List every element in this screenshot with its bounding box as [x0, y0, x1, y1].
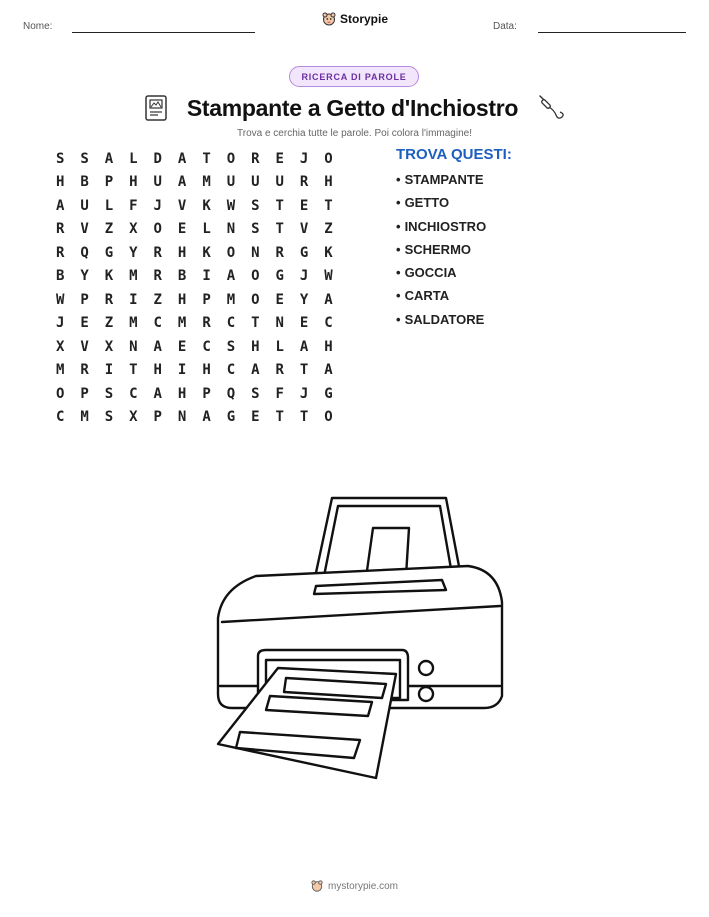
grid-cell[interactable]: A	[324, 291, 333, 308]
grid-cell[interactable]: M	[129, 268, 138, 285]
grid-cell[interactable]: S	[104, 385, 114, 402]
date-line	[538, 32, 686, 33]
word: SCHERMO	[404, 241, 472, 257]
grid-cell[interactable]: D	[153, 150, 162, 167]
grid-cell[interactable]: R	[275, 244, 284, 261]
grid-cell[interactable]: A	[153, 338, 162, 355]
grid-row	[48, 335, 372, 359]
grid-row	[48, 171, 372, 195]
grid-cell[interactable]: R	[55, 221, 65, 238]
grid-cell[interactable]: N	[177, 409, 187, 426]
grid-cell[interactable]: W	[55, 291, 65, 308]
grid-cell[interactable]: H	[153, 362, 162, 379]
grid-cell[interactable]: C	[202, 338, 211, 355]
grid-cell[interactable]: R	[104, 291, 114, 308]
grid-cell[interactable]: E	[177, 221, 187, 238]
name-label: Nome:	[23, 21, 53, 32]
grid-cell[interactable]: E	[275, 291, 284, 308]
grid-cell[interactable]: U	[80, 197, 89, 214]
word-list-item	[396, 217, 486, 240]
grid-cell[interactable]: N	[129, 338, 138, 355]
grid-cell[interactable]: O	[226, 150, 236, 167]
grid-cell[interactable]: A	[104, 150, 114, 167]
grid-cell[interactable]: B	[55, 268, 65, 285]
word: INCHIOSTRO	[404, 218, 487, 234]
grid-cell[interactable]: T	[275, 197, 284, 214]
grid-cell[interactable]: Q	[80, 244, 89, 261]
grid-cell[interactable]: S	[80, 150, 89, 167]
bullet: •	[396, 311, 401, 327]
grid-cell[interactable]: I	[177, 362, 187, 379]
grid-cell[interactable]: H	[55, 174, 65, 191]
grid-cell[interactable]: B	[80, 174, 89, 191]
printer-icon	[143, 94, 169, 122]
grid-cell[interactable]: P	[153, 409, 162, 426]
grid-row	[48, 265, 372, 289]
activity-badge: RICERCA DI PAROLE	[289, 66, 419, 87]
grid-cell[interactable]: J	[299, 385, 309, 402]
grid-cell[interactable]: G	[104, 244, 114, 261]
grid-cell[interactable]: T	[251, 315, 260, 332]
grid-cell[interactable]: N	[275, 315, 284, 332]
grid-cell[interactable]: S	[251, 221, 260, 238]
bullet: •	[396, 265, 401, 281]
grid-cell[interactable]: R	[251, 150, 260, 167]
grid-cell[interactable]: P	[80, 291, 89, 308]
grid-cell[interactable]: R	[153, 268, 162, 285]
grid-cell[interactable]: A	[251, 362, 260, 379]
grid-cell[interactable]: T	[299, 409, 309, 426]
grid-cell[interactable]: C	[153, 315, 162, 332]
grid-cell[interactable]: H	[202, 362, 211, 379]
grid-cell[interactable]: Y	[299, 291, 309, 308]
grid-cell[interactable]: U	[153, 174, 162, 191]
grid-cell[interactable]: K	[202, 244, 211, 261]
grid-cell[interactable]: R	[153, 244, 162, 261]
grid-cell[interactable]: H	[324, 174, 333, 191]
grid-cell[interactable]: X	[55, 338, 65, 355]
grid-cell[interactable]: I	[202, 268, 211, 285]
grid-cell[interactable]: A	[153, 385, 162, 402]
grid-cell[interactable]: H	[177, 291, 187, 308]
word: GETTO	[404, 195, 450, 211]
grid-cell[interactable]: T	[324, 197, 333, 214]
grid-cell[interactable]: A	[55, 197, 65, 214]
grid-cell[interactable]: O	[251, 268, 260, 285]
grid-cell[interactable]: Z	[104, 315, 114, 332]
grid-cell[interactable]: W	[226, 197, 236, 214]
grid-row	[48, 406, 372, 430]
grid-cell[interactable]: G	[299, 244, 309, 261]
grid-row	[48, 147, 372, 171]
word-list-item	[396, 240, 486, 263]
grid-cell[interactable]: S	[251, 385, 260, 402]
grid-cell[interactable]: V	[299, 221, 309, 238]
bullet: •	[396, 241, 401, 257]
grid-cell[interactable]: V	[80, 221, 89, 238]
grid-cell[interactable]: M	[202, 174, 211, 191]
grid-cell[interactable]: W	[324, 268, 333, 285]
grid-cell[interactable]: H	[251, 338, 260, 355]
grid-cell[interactable]: S	[226, 338, 236, 355]
grid-row	[48, 382, 372, 406]
grid-cell[interactable]: H	[177, 244, 187, 261]
grid-cell[interactable]: H	[177, 385, 187, 402]
date-label: Data:	[493, 21, 517, 32]
word-list-title: TROVA QUESTI:	[396, 146, 512, 163]
grid-cell[interactable]: V	[177, 197, 187, 214]
grid-cell[interactable]: M	[80, 409, 89, 426]
grid-cell[interactable]: C	[55, 409, 65, 426]
grid-cell[interactable]: O	[251, 291, 260, 308]
word: CARTA	[404, 288, 450, 304]
grid-cell[interactable]: Z	[153, 291, 162, 308]
word-list-item	[396, 310, 486, 333]
grid-cell[interactable]: R	[80, 362, 89, 379]
grid-cell[interactable]: R	[202, 315, 211, 332]
grid-cell[interactable]: X	[129, 409, 138, 426]
footer-url[interactable]: mystorypie.com	[327, 880, 398, 892]
grid-cell[interactable]: L	[104, 197, 114, 214]
grid-cell[interactable]: J	[55, 315, 65, 332]
grid-cell[interactable]: M	[226, 291, 236, 308]
word: GOCCIA	[404, 265, 457, 281]
grid-cell[interactable]: Y	[80, 268, 89, 285]
word-list-item	[396, 286, 486, 309]
grid-row	[48, 288, 372, 312]
grid-cell[interactable]: U	[251, 174, 260, 191]
word-list-item	[396, 170, 486, 193]
word-list	[396, 170, 486, 333]
grid-cell[interactable]: A	[177, 150, 187, 167]
grid-cell[interactable]: P	[202, 291, 211, 308]
grid-cell[interactable]: H	[129, 174, 138, 191]
grid-cell[interactable]: L	[275, 338, 284, 355]
brand	[322, 12, 388, 26]
bullet: •	[396, 288, 401, 304]
grid-cell[interactable]: Z	[104, 221, 114, 238]
title-row	[0, 90, 709, 126]
bullet: •	[396, 218, 401, 234]
grid-cell[interactable]: V	[80, 338, 89, 355]
grid-cell[interactable]: P	[80, 385, 89, 402]
grid-row	[48, 218, 372, 242]
grid-row	[48, 241, 372, 265]
grid-cell[interactable]: N	[226, 221, 236, 238]
storypie-logo-icon	[311, 880, 323, 892]
word-list-item	[396, 193, 486, 216]
grid-cell[interactable]: R	[55, 244, 65, 261]
instructions: Trova e cerchia tutte le parole. Poi colora l'immagine!	[237, 128, 472, 139]
grid-cell[interactable]: C	[226, 362, 236, 379]
bullet: •	[396, 172, 401, 187]
grid-cell[interactable]: T	[275, 221, 284, 238]
grid-cell[interactable]: S	[104, 409, 114, 426]
page-title: Stampante a Getto d'Inchiostro	[186, 94, 519, 121]
grid-cell[interactable]: E	[177, 338, 187, 355]
grid-cell[interactable]: E	[299, 197, 309, 214]
grid-cell[interactable]: A	[324, 362, 333, 379]
grid-cell[interactable]: P	[202, 385, 211, 402]
grid-cell[interactable]: K	[202, 197, 211, 214]
soldering-iron-icon	[536, 93, 566, 123]
grid-cell[interactable]: K	[104, 268, 114, 285]
grid-row	[48, 194, 372, 218]
storypie-logo-icon	[322, 12, 336, 26]
grid-cell[interactable]: G	[324, 385, 333, 402]
grid-cell[interactable]: F	[129, 197, 138, 214]
grid-cell[interactable]: Y	[129, 244, 138, 261]
grid-cell[interactable]: A	[202, 409, 211, 426]
grid-cell[interactable]: J	[299, 268, 309, 285]
grid-cell[interactable]: U	[226, 174, 236, 191]
grid-cell[interactable]: A	[299, 338, 309, 355]
grid-cell[interactable]: C	[226, 315, 236, 332]
grid-cell[interactable]: S	[55, 150, 65, 167]
grid-cell[interactable]: H	[324, 338, 333, 355]
printer-illustration	[210, 490, 510, 790]
grid-cell[interactable]: I	[129, 291, 138, 308]
word: SALDATORE	[404, 311, 485, 327]
grid-cell[interactable]: E	[275, 150, 284, 167]
grid-cell[interactable]: O	[324, 150, 333, 167]
grid-cell[interactable]: Q	[226, 385, 236, 402]
grid-cell[interactable]: T	[129, 362, 138, 379]
grid-cell[interactable]: X	[104, 338, 114, 355]
grid-cell[interactable]: K	[324, 244, 333, 261]
footer	[0, 880, 709, 892]
grid-cell[interactable]: M	[55, 362, 65, 379]
grid-cell[interactable]: S	[251, 197, 260, 214]
grid-cell[interactable]: A	[177, 174, 187, 191]
grid-cell[interactable]: G	[275, 268, 284, 285]
grid-cell[interactable]: L	[202, 221, 211, 238]
grid-cell[interactable]: P	[104, 174, 114, 191]
grid-cell[interactable]: C	[324, 315, 333, 332]
grid-cell[interactable]: J	[299, 150, 309, 167]
grid-cell[interactable]: M	[129, 315, 138, 332]
grid-cell[interactable]: G	[226, 409, 236, 426]
grid-cell[interactable]: E	[251, 409, 260, 426]
grid-cell[interactable]: X	[129, 221, 138, 238]
grid-cell[interactable]: J	[153, 197, 162, 214]
letter-grid	[48, 147, 372, 429]
grid-row	[48, 312, 372, 336]
grid-row	[48, 359, 372, 383]
grid-cell[interactable]: N	[251, 244, 260, 261]
grid-cell[interactable]: I	[104, 362, 114, 379]
grid-cell[interactable]: R	[275, 362, 284, 379]
grid-cell[interactable]: M	[177, 315, 187, 332]
grid-cell[interactable]: O	[55, 385, 65, 402]
grid-cell[interactable]: Z	[324, 221, 333, 238]
grid-cell[interactable]: L	[129, 150, 138, 167]
grid-cell[interactable]: E	[299, 315, 309, 332]
grid-cell[interactable]: A	[226, 268, 236, 285]
grid-cell[interactable]: C	[129, 385, 138, 402]
grid-cell[interactable]: O	[324, 409, 333, 426]
bullet: •	[396, 195, 401, 211]
grid-cell[interactable]: O	[226, 244, 236, 261]
word-list-item	[396, 263, 486, 286]
name-line	[72, 32, 255, 33]
grid-cell[interactable]: E	[80, 315, 89, 332]
grid-cell[interactable]: T	[275, 409, 284, 426]
grid-cell[interactable]: T	[202, 150, 211, 167]
word: STAMPANTE	[404, 172, 484, 187]
grid-cell[interactable]: U	[275, 174, 284, 191]
grid-cell[interactable]: O	[153, 221, 162, 238]
brand-name: Storypie	[340, 12, 389, 26]
grid-cell[interactable]: R	[299, 174, 309, 191]
grid-cell[interactable]: B	[177, 268, 187, 285]
grid-cell[interactable]: F	[275, 385, 284, 402]
grid-cell[interactable]: T	[299, 362, 309, 379]
